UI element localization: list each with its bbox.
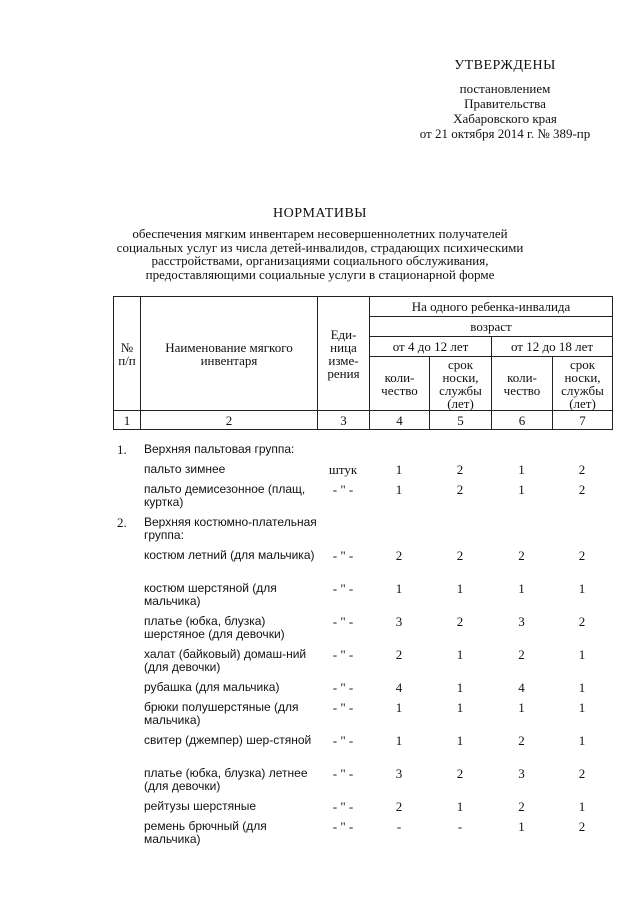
table-row xyxy=(113,681,612,701)
table-row xyxy=(113,701,612,734)
qty-4-12: 1 xyxy=(395,581,403,596)
qty-4-12 xyxy=(369,516,429,549)
term-4-12: 2 xyxy=(456,482,464,497)
header-index: 7 xyxy=(553,411,613,430)
table-row xyxy=(113,483,612,516)
term-12-18: 1 xyxy=(578,581,586,596)
table-row xyxy=(113,767,612,800)
unit-of-measure xyxy=(317,516,369,549)
term-12-18: 2 xyxy=(578,482,586,497)
item-name: халат (байковый) домаш-ний (для девочки) xyxy=(144,647,307,674)
term-12-18 xyxy=(552,443,612,463)
item-name: пальто демисезонное (плащ, куртка) xyxy=(144,482,306,509)
item-name: Верхняя пальтовая группа: xyxy=(144,442,295,456)
qty-4-12: - xyxy=(396,819,402,834)
term-12-18: 2 xyxy=(578,614,586,629)
table-row xyxy=(113,820,612,853)
term-4-12 xyxy=(429,443,491,463)
qty-4-12: 1 xyxy=(395,462,403,477)
term-12-18: 2 xyxy=(578,766,586,781)
subtitle-line: расстройствами, организациями социального обслуживания, xyxy=(151,253,489,268)
header-term: срок носки, службы (лет) xyxy=(430,357,492,411)
table-row xyxy=(113,615,612,648)
header-index: 2 xyxy=(141,411,318,430)
item-name: свитер (джемпер) шер-стяной xyxy=(144,733,312,747)
subtitle-line: социальных услуг из числа детей-инвалидов, страдающих психическими xyxy=(116,239,524,255)
term-4-12: 2 xyxy=(456,766,464,781)
item-name: пальто зимнее xyxy=(144,462,226,476)
table-header xyxy=(113,296,613,430)
header-col-unit: Еди-ница изме-рения xyxy=(318,297,370,411)
header-term: срок носки, службы (лет) xyxy=(553,357,613,411)
row-number xyxy=(113,820,140,853)
header-per-child: На одного ребенка-инвалида xyxy=(370,297,613,317)
qty-12-18: 1 xyxy=(518,819,525,834)
subtitle-line: предоставляющими социальные услуги в стационарной форме xyxy=(145,266,495,282)
approval-line: постановлением xyxy=(459,81,551,96)
item-name: костюм летний (для мальчика) xyxy=(144,548,315,562)
term-4-12: 1 xyxy=(456,733,464,748)
qty-12-18 xyxy=(491,516,552,549)
unit-of-measure: - " - xyxy=(332,766,354,781)
item-name: брюки полушерстяные (для мальчика) xyxy=(144,700,299,727)
row-number xyxy=(113,483,140,516)
header-age-12-18: от 12 до 18 лет xyxy=(492,337,613,357)
term-4-12: 1 xyxy=(456,680,464,695)
unit-of-measure: - " - xyxy=(332,819,354,834)
document-subtitle xyxy=(95,227,545,281)
row-number xyxy=(113,463,140,483)
approval-block xyxy=(395,58,615,141)
row-number xyxy=(113,615,140,648)
item-name: платье (юбка, блузка) летнее (для девочки) xyxy=(144,766,308,793)
unit-of-measure: - " - xyxy=(332,680,354,695)
table-row xyxy=(113,549,612,582)
term-4-12: 1 xyxy=(456,700,464,715)
document-heading: НОРМАТИВЫ xyxy=(272,206,368,221)
item-name: платье (юбка, блузка) шерстяное (для девочки) xyxy=(144,614,285,641)
qty-4-12: 3 xyxy=(395,766,403,781)
header-qty: коли-чество xyxy=(492,357,553,411)
term-12-18: 1 xyxy=(578,647,586,662)
qty-12-18: 3 xyxy=(518,766,525,781)
header-index: 3 xyxy=(318,411,370,430)
qty-4-12: 2 xyxy=(395,548,403,563)
unit-of-measure: - " - xyxy=(332,733,354,748)
qty-12-18: 1 xyxy=(518,700,525,715)
term-4-12 xyxy=(429,516,491,549)
row-number: 2. xyxy=(117,515,127,530)
header-age-4-12: от 4 до 12 лет xyxy=(370,337,492,357)
qty-4-12 xyxy=(369,443,429,463)
term-12-18 xyxy=(552,516,612,549)
subtitle-line: обеспечения мягким инвентарем несовершеннолетних получателей xyxy=(132,226,508,241)
row-number xyxy=(113,582,140,615)
item-name: ремень брючный (для мальчика) xyxy=(144,819,267,846)
qty-4-12: 1 xyxy=(395,733,403,748)
table-row xyxy=(113,443,612,463)
term-12-18: 1 xyxy=(578,680,586,695)
header-col-num: № п/п xyxy=(114,297,141,411)
unit-of-measure: - " - xyxy=(332,482,354,497)
row-number xyxy=(113,734,140,767)
header-index: 4 xyxy=(370,411,430,430)
table-row xyxy=(113,463,612,483)
table-row xyxy=(113,734,612,767)
qty-12-18: 4 xyxy=(518,680,525,695)
item-name: костюм шерстяной (для мальчика) xyxy=(144,581,277,608)
term-12-18: 2 xyxy=(578,548,586,563)
qty-4-12: 2 xyxy=(395,647,403,662)
unit-of-measure: - " - xyxy=(332,614,354,629)
term-12-18: 1 xyxy=(578,799,586,814)
term-4-12: 2 xyxy=(456,548,464,563)
qty-12-18: 2 xyxy=(518,548,525,563)
qty-4-12: 3 xyxy=(395,614,403,629)
header-qty: коли-чество xyxy=(370,357,430,411)
table-row xyxy=(113,800,612,820)
approval-line: от 21 октября 2014 г. № 389-пр xyxy=(419,126,591,141)
row-number xyxy=(113,800,140,820)
unit-of-measure: - " - xyxy=(332,799,354,814)
qty-12-18: 3 xyxy=(518,614,525,629)
unit-of-measure: - " - xyxy=(332,548,354,563)
item-name: Верхняя костюмно-плательная группа: xyxy=(144,515,317,542)
qty-12-18: 1 xyxy=(518,581,525,596)
row-number xyxy=(113,701,140,734)
table-row xyxy=(113,582,612,615)
row-number xyxy=(113,681,140,701)
qty-4-12: 1 xyxy=(395,700,403,715)
approval-line: Правительства xyxy=(464,96,546,111)
item-name: рейтузы шерстяные xyxy=(144,799,257,813)
approval-line: Хабаровского края xyxy=(453,111,557,126)
qty-12-18: 2 xyxy=(518,733,525,748)
header-index: 1 xyxy=(114,411,141,430)
qty-12-18: 2 xyxy=(518,647,525,662)
qty-12-18: 2 xyxy=(518,799,525,814)
term-12-18: 2 xyxy=(578,462,586,477)
row-number: 1. xyxy=(117,442,127,457)
term-4-12: 2 xyxy=(456,462,464,477)
qty-4-12: 1 xyxy=(395,482,403,497)
unit-of-measure: - " - xyxy=(332,647,354,662)
header-index: 5 xyxy=(430,411,492,430)
qty-4-12: 4 xyxy=(395,680,403,695)
row-number xyxy=(113,549,140,582)
row-number xyxy=(113,767,140,800)
term-4-12: - xyxy=(457,819,463,834)
term-4-12: 1 xyxy=(456,581,464,596)
header-col-name: Наименование мягкого инвентаря xyxy=(141,297,318,411)
term-4-12: 1 xyxy=(456,799,464,814)
unit-of-measure xyxy=(317,443,369,463)
qty-12-18: 1 xyxy=(518,462,525,477)
table-row xyxy=(113,516,612,549)
header-index: 6 xyxy=(492,411,553,430)
term-4-12: 2 xyxy=(456,614,464,629)
term-12-18: 1 xyxy=(578,700,586,715)
header-age: возраст xyxy=(370,317,613,337)
unit-of-measure: - " - xyxy=(332,581,354,596)
term-4-12: 1 xyxy=(456,647,464,662)
qty-12-18 xyxy=(491,443,552,463)
table-row xyxy=(113,648,612,681)
unit-of-measure: - " - xyxy=(332,700,354,715)
row-number xyxy=(113,648,140,681)
term-12-18: 2 xyxy=(578,819,586,834)
table-body xyxy=(113,443,612,853)
qty-4-12: 2 xyxy=(395,799,403,814)
approval-title: УТВЕРЖДЕНЫ xyxy=(454,58,556,73)
qty-12-18: 1 xyxy=(518,482,525,497)
term-12-18: 1 xyxy=(578,733,586,748)
item-name: рубашка (для мальчика) xyxy=(144,680,280,694)
unit-of-measure: штук xyxy=(328,462,358,477)
